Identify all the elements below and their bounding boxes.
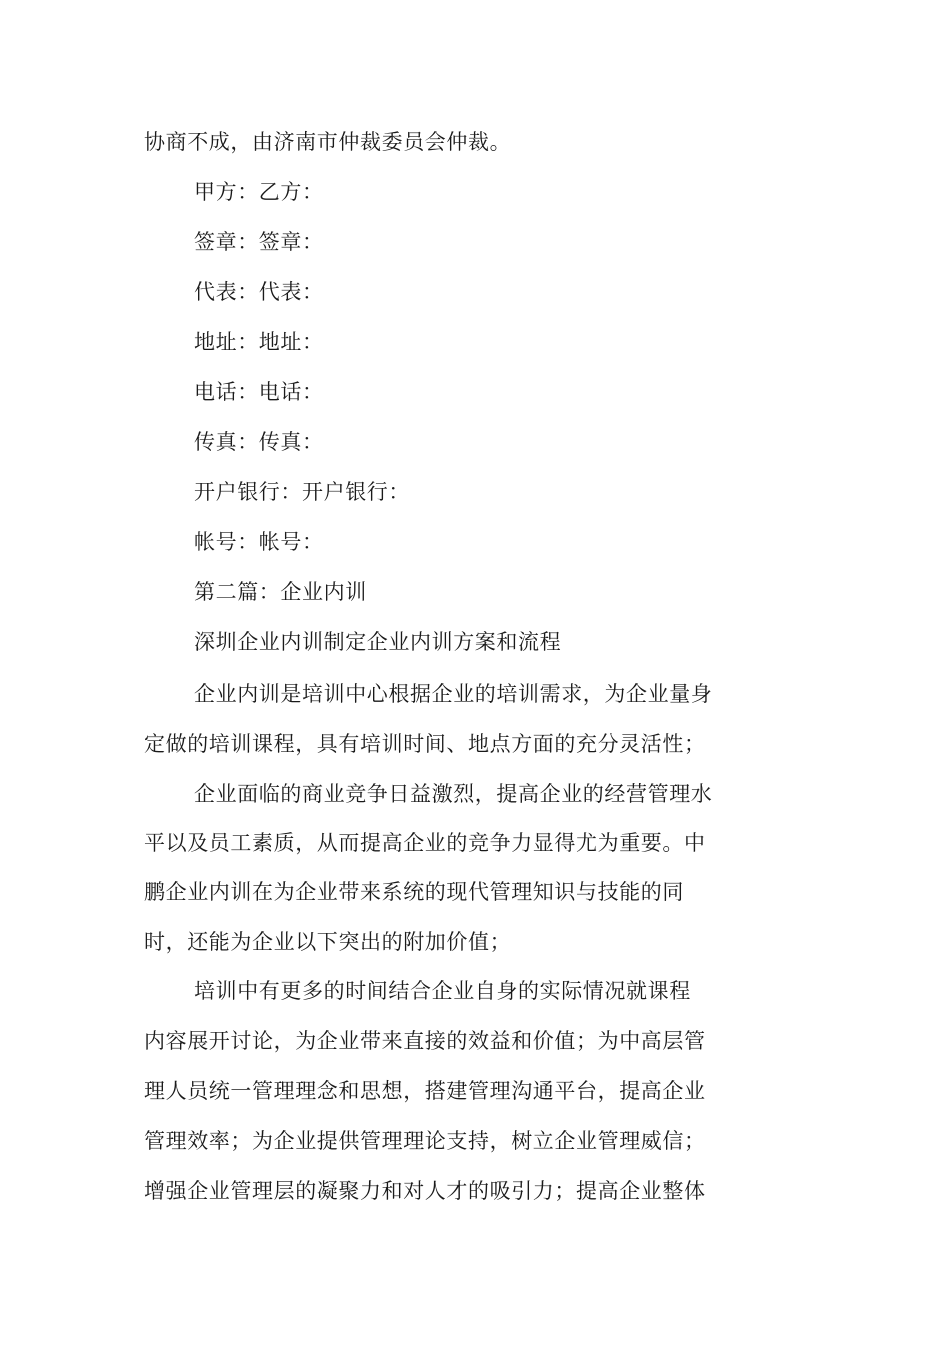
text-line: 协商不成，由济南市仲裁委员会仲裁。 [144, 130, 512, 154]
text-line: 平以及员工素质，从而提高企业的竞争力显得尤为重要。中 [144, 831, 706, 855]
text-line: 定做的培训课程，具有培训时间、地点方面的充分灵活性； [144, 732, 706, 756]
text-line: 电话：电话： [194, 380, 324, 404]
text-line: 帐号：帐号： [194, 530, 324, 554]
text-line: 增强企业管理层的凝聚力和对人才的吸引力；提高企业整体 [144, 1179, 706, 1203]
text-line: 开户银行：开户银行： [194, 480, 410, 504]
text-line: 代表：代表： [194, 280, 324, 304]
text-line: 地址：地址： [194, 330, 324, 354]
text-line: 理人员统一管理理念和思想，搭建管理沟通平台，提高企业 [144, 1079, 706, 1103]
text-line: 企业面临的商业竞争日益激烈，提高企业的经营管理水 [194, 782, 713, 806]
section-heading: 第二篇：企业内训 [194, 580, 367, 604]
text-line: 鹏企业内训在为企业带来系统的现代管理知识与技能的同 [144, 880, 684, 904]
section-subtitle: 深圳企业内训制定企业内训方案和流程 [194, 630, 562, 654]
text-line: 内容展开讨论，为企业带来直接的效益和价值；为中高层管 [144, 1029, 706, 1053]
text-line: 签章：签章： [194, 230, 324, 254]
text-line: 传真：传真： [194, 430, 324, 454]
text-line: 时，还能为企业以下突出的附加价值； [144, 930, 512, 954]
text-line: 培训中有更多的时间结合企业自身的实际情况就课程 [194, 979, 691, 1003]
text-line: 甲方：乙方： [194, 180, 324, 204]
text-line: 企业内训是培训中心根据企业的培训需求，为企业量身 [194, 682, 713, 706]
text-line: 管理效率；为企业提供管理理论支持，树立企业管理威信； [144, 1129, 706, 1153]
